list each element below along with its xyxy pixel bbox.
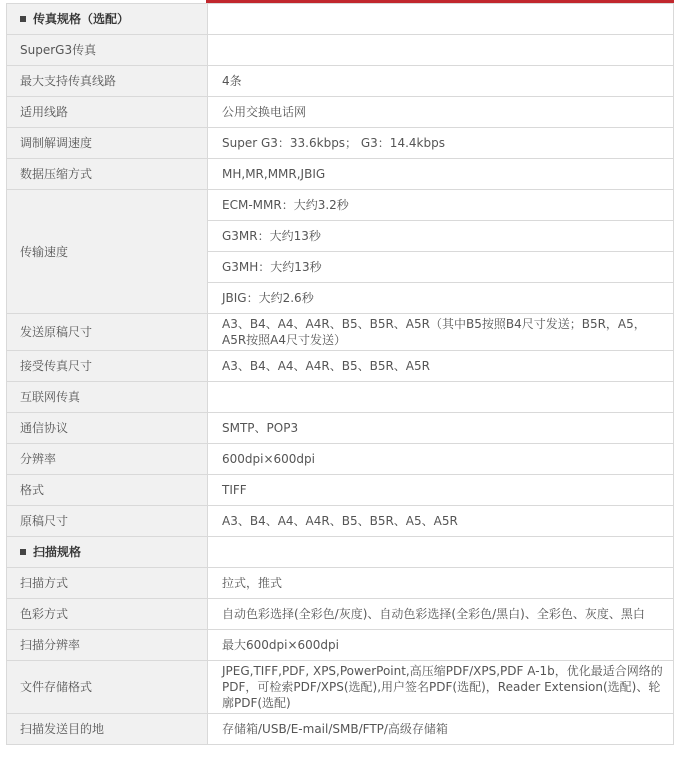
- row-value: JBIG：大约2.6秒: [208, 283, 674, 314]
- row-value: JPEG,TIFF,PDF, XPS,PowerPoint,高压缩PDF/XPS,PDF A-1b，优化最适合网络的PDF，可检索PDF/XPS(选配),用户签名PDF(选配)，Reader Extension(选配)、轮廓PDF(选配): [208, 661, 674, 714]
- table-row: [7, 413, 674, 444]
- row-label: 调制解调速度: [7, 128, 208, 159]
- row-value: 最大600dpi×600dpi: [208, 630, 674, 661]
- row-value: 公用交换电话网: [208, 97, 674, 128]
- table-row: [7, 630, 674, 661]
- row-label: 通信协议: [7, 413, 208, 444]
- section-header-scan: [7, 537, 674, 568]
- row-value: 拉式，推式: [208, 568, 674, 599]
- row-label: 原稿尺寸: [7, 506, 208, 537]
- square-bullet-icon: [20, 16, 26, 22]
- row-value: 4条: [208, 66, 674, 97]
- section-title-cell: [7, 4, 208, 35]
- row-label: 扫描方式: [7, 568, 208, 599]
- row-value: A3、B4、A4、A4R、B5、B5R、A5R: [208, 351, 674, 382]
- row-label: 数据压缩方式: [7, 159, 208, 190]
- table-row: [7, 382, 674, 413]
- section-title-cell: [7, 537, 208, 568]
- table-row: [7, 97, 674, 128]
- row-label: SuperG3传真: [7, 35, 208, 66]
- row-value: 存储箱/USB/E-mail/SMB/FTP/高级存储箱: [208, 714, 674, 745]
- row-label: 扫描发送目的地: [7, 714, 208, 745]
- row-value: G3MH：大约13秒: [208, 252, 674, 283]
- row-label: 分辨率: [7, 444, 208, 475]
- row-value: ECM-MMR：大约3.2秒: [208, 190, 674, 221]
- table-row: [7, 351, 674, 382]
- row-value: TIFF: [208, 475, 674, 506]
- row-value: Super G3：33.6kbps； G3：14.4kbps: [208, 128, 674, 159]
- row-value: [208, 382, 674, 413]
- row-value: SMTP、POP3: [208, 413, 674, 444]
- row-value: 自动色彩选择(全彩色/灰度)、自动色彩选择(全彩色/黑白)、全彩色、灰度、黑白: [208, 599, 674, 630]
- row-label: 格式: [7, 475, 208, 506]
- table-row: [7, 568, 674, 599]
- row-value: G3MR：大约13秒: [208, 221, 674, 252]
- row-label: 传输速度: [7, 190, 208, 314]
- table-row: [7, 314, 674, 351]
- row-label: 色彩方式: [7, 599, 208, 630]
- row-label: 适用线路: [7, 97, 208, 128]
- row-value: A3、B4、A4、A4R、B5、B5R、A5R（其中B5按照B4尺寸发送；B5R，A5，A5R按照A4尺寸发送）: [208, 314, 674, 351]
- table-row: [7, 661, 674, 714]
- row-label: 最大支持传真线路: [7, 66, 208, 97]
- spec-sheet: [6, 0, 674, 745]
- row-label: 发送原稿尺寸: [7, 314, 208, 351]
- spec-table: [6, 3, 674, 745]
- row-label: 扫描分辨率: [7, 630, 208, 661]
- table-row: [7, 66, 674, 97]
- table-row: [7, 714, 674, 745]
- row-label: 接受传真尺寸: [7, 351, 208, 382]
- section-header-fax: [7, 4, 674, 35]
- table-row: [7, 444, 674, 475]
- empty-cell: [208, 4, 674, 35]
- table-row: [7, 35, 674, 66]
- table-row: [7, 506, 674, 537]
- table-row: [7, 190, 674, 221]
- table-row: [7, 599, 674, 630]
- section-title: 传真规格（选配）: [33, 12, 130, 26]
- square-bullet-icon: [20, 549, 26, 555]
- table-row: [7, 159, 674, 190]
- table-row: [7, 128, 674, 159]
- section-title: 扫描规格: [33, 545, 82, 559]
- row-value: MH,MR,MMR,JBIG: [208, 159, 674, 190]
- row-label: 互联网传真: [7, 382, 208, 413]
- row-value: 600dpi×600dpi: [208, 444, 674, 475]
- table-row: [7, 475, 674, 506]
- row-value: A3、B4、A4、A4R、B5、B5R、A5、A5R: [208, 506, 674, 537]
- row-label: 文件存储格式: [7, 661, 208, 714]
- empty-cell: [208, 537, 674, 568]
- row-value: [208, 35, 674, 66]
